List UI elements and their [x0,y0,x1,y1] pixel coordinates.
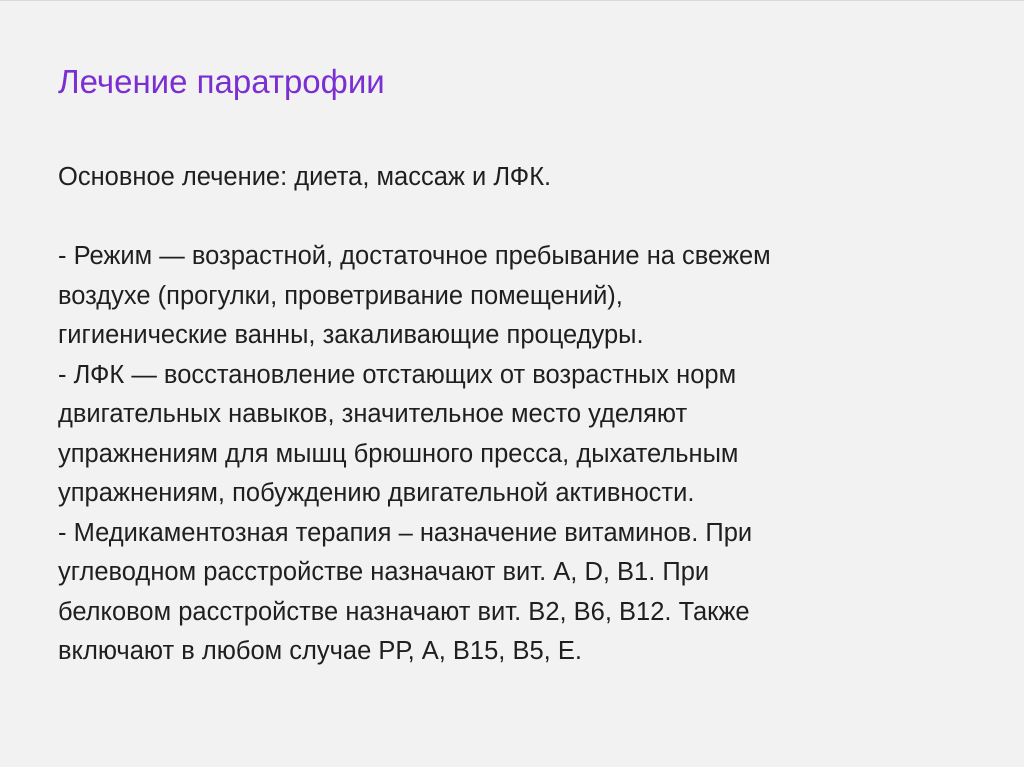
body-line: включают в любом случае РР, А, В15, В5, Е. [58,637,582,665]
body-line: углеводном расстройстве назначают вит. А, D, В1. При [58,558,710,586]
slide-body [58,158,958,672]
paragraph-spacer [58,198,958,238]
slide-top-border [0,0,1024,1]
body-line: упражнениям, побуждению двигательной активности. [58,479,695,507]
body-line: двигательных навыков, значительное место уделяют [58,400,688,428]
body-line: - Медикаментозная терапия – назначение витаминов. При [58,518,753,547]
body-line: белковом расстройстве назначают вит. В2, В6, В12. Также [58,597,750,626]
intro-line: Основное лечение: диета, массаж и ЛФК. [58,163,552,191]
body-line: - Режим — возрастной, достаточное пребывание на свежем [58,242,771,270]
body-line: гигиенические ванны, закаливающие процедуры. [58,321,644,349]
body-line: упражнениям для мышц брюшного пресса, дыхательным [58,439,739,468]
slide-title: Лечение паратрофии [58,63,385,100]
body-line: - ЛФК — восстановление отстающих от возрастных норм [58,360,737,389]
body-line: воздухе (прогулки, проветривание помещений), [58,281,623,310]
